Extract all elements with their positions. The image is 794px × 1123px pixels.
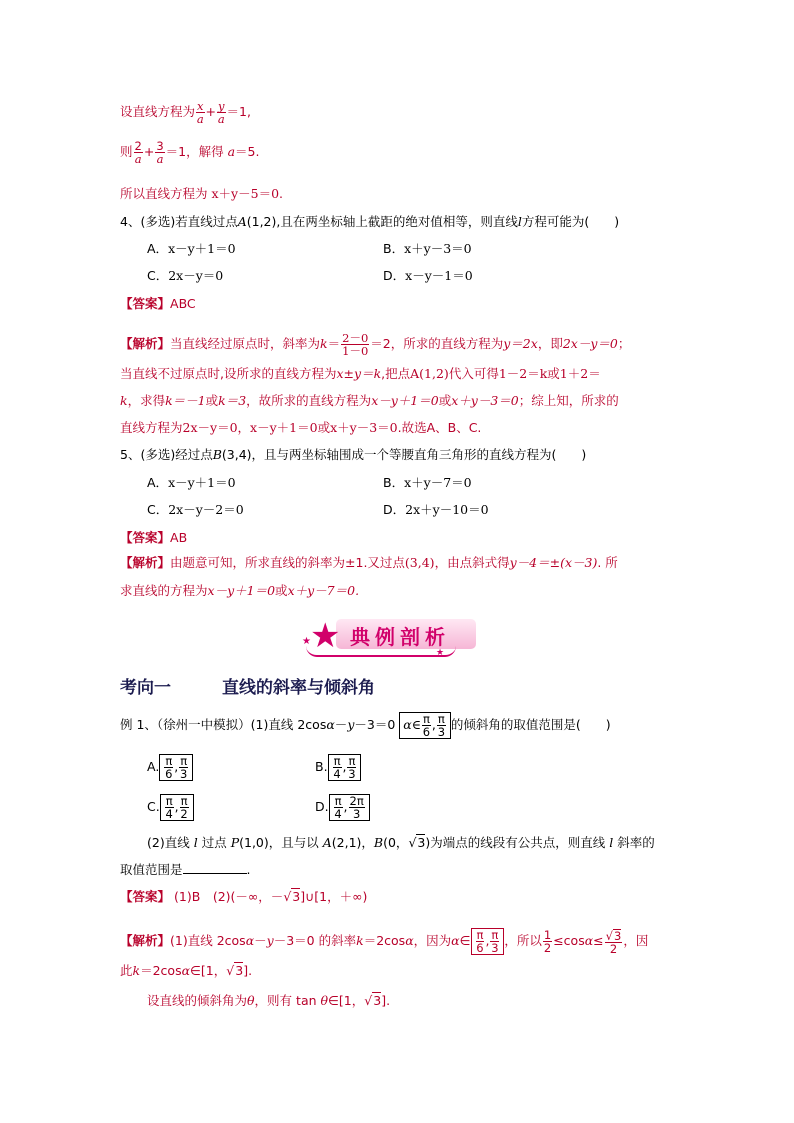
section-banner bbox=[300, 610, 490, 664]
prev-solution-line-1: 设直线方程为 $\frac{x}{a}$ + $\frac{y}{a}$ ＝1, bbox=[120, 99, 251, 126]
q4-option-b: B．x＋y－3＝0 bbox=[383, 241, 472, 256]
q5-option-c: C．2x－y－2＝0 bbox=[147, 502, 244, 517]
q5-explanation-line-2: 求直线的方程为x－y＋1＝0或x＋y－7＝0. bbox=[120, 583, 360, 598]
ex1-part2-line-1: (2)直线 l 过点 P(1,0)，且与以 A(2,1)，B(0，√3)为端点的线段有公共点，则直线 l 斜率的 bbox=[147, 835, 655, 850]
ex1-answer: 【答案】 (1)B (2)(－∞，－√3]∪[1，＋∞) bbox=[120, 889, 368, 904]
prev-solution-line-3: 所以直线方程为 x＋y－5＝0. bbox=[120, 186, 283, 201]
answer-blank bbox=[183, 862, 247, 874]
q5-option-a: A．x－y＋1＝0 bbox=[147, 475, 236, 490]
q5-answer: 【答案】AB bbox=[120, 530, 188, 545]
ex1-option-a: A. $\frac{\pi}{6}$ , $\frac{\pi}{3}$ bbox=[147, 754, 193, 781]
banner-title: 典例剖析 bbox=[350, 625, 450, 649]
q4-stem: 4、(多选)若直线过点A(1,2),且在两坐标轴上截距的绝对值相等，则直线l方程可能为( ) bbox=[120, 214, 620, 229]
q4-explanation-line-1: 【解析】当直线经过原点时，斜率为k＝ $\frac{2-0}{1-0}$ ＝2，所求的直线方程为y＝2x，即2x－y＝0； bbox=[120, 331, 631, 358]
ex1-option-c: C. $\frac{\pi}{4}$ , $\frac{\pi}{2}$ bbox=[147, 794, 194, 821]
section-title: 直线的斜率与倾斜角 bbox=[222, 678, 375, 698]
q4-answer: 【答案】ABC bbox=[120, 296, 196, 311]
q4-explanation-line-3: k，求得k＝－1或k＝3，故所求的直线方程为x－y＋1＝0或x＋y－3＝0；综上知，所求的 bbox=[120, 393, 619, 408]
ex1-explanation-line-1: 【解析】(1)直线 2cosα－y－3＝0 的斜率k＝2cosα，因为α∈ $\frac{\pi}{6}$ , $\frac{\pi}{3}$ ，所以 $\frac{1}{2}$ ≤cosα≤ $\frac{√3}{2}$ ，因 bbox=[120, 928, 649, 956]
prev-solution-line-2: 则 $\frac{2}{a}$ + $\frac{3}{a}$ ＝1，解得 a＝5. bbox=[120, 139, 260, 166]
ex1-explanation-line-2: 此k＝2cosα∈[1，√3]. bbox=[120, 963, 253, 978]
q4-explanation-line-2: 当直线不过原点时,设所求的直线方程为x±y＝k,把点A(1,2)代入可得1－2＝k或1＋2＝ bbox=[120, 366, 601, 381]
q5-option-d: D．2x＋y－10＝0 bbox=[383, 502, 489, 517]
q5-stem: 5、(多选)经过点B(3,4)，且与两坐标轴围成一个等腰直角三角形的直线方程为( ) bbox=[120, 447, 587, 462]
q5-option-b: B．x＋y－7＝0 bbox=[383, 475, 472, 490]
q4-explanation-line-4: 直线方程为2x－y＝0，x－y＋1＝0或x＋y－3＝0.故选A、B、C. bbox=[120, 420, 482, 435]
small-star-icon: ★ bbox=[436, 648, 445, 658]
q4-option-d: D．x－y－1＝0 bbox=[383, 268, 473, 283]
ex1-explanation-line-3: 设直线的倾斜角为θ，则有 tan θ∈[1，√3]. bbox=[147, 993, 391, 1008]
section-label: 考向一 bbox=[120, 678, 171, 698]
ex1-option-b: B. $\frac{\pi}{4}$ , $\frac{\pi}{3}$ bbox=[315, 754, 361, 781]
small-star-icon: ★ bbox=[302, 636, 311, 647]
star-icon: ★ bbox=[310, 616, 341, 656]
ex1-part2-line-2: 取值范围是 . bbox=[120, 862, 251, 877]
ex1-option-d: D. $\frac{\pi}{4}$ , $\frac{2\pi}{3}$ bbox=[315, 794, 370, 821]
q4-option-a: A．x－y＋1＝0 bbox=[147, 241, 236, 256]
q4-option-c: C．2x－y＝0 bbox=[147, 268, 224, 283]
ex1-stem: 例 1、（徐州一中模拟）(1)直线 2cosα－y－3＝0 α∈ $\frac{\pi}{6}$ , $\frac{\pi}{3}$ 的倾斜角的取值范围是( ) bbox=[120, 712, 611, 739]
q5-explanation-line-1: 【解析】由题意可知，所求直线的斜率为±1.又过点(3,4)，由点斜式得y－4＝±(x－3). 所 bbox=[120, 555, 618, 570]
